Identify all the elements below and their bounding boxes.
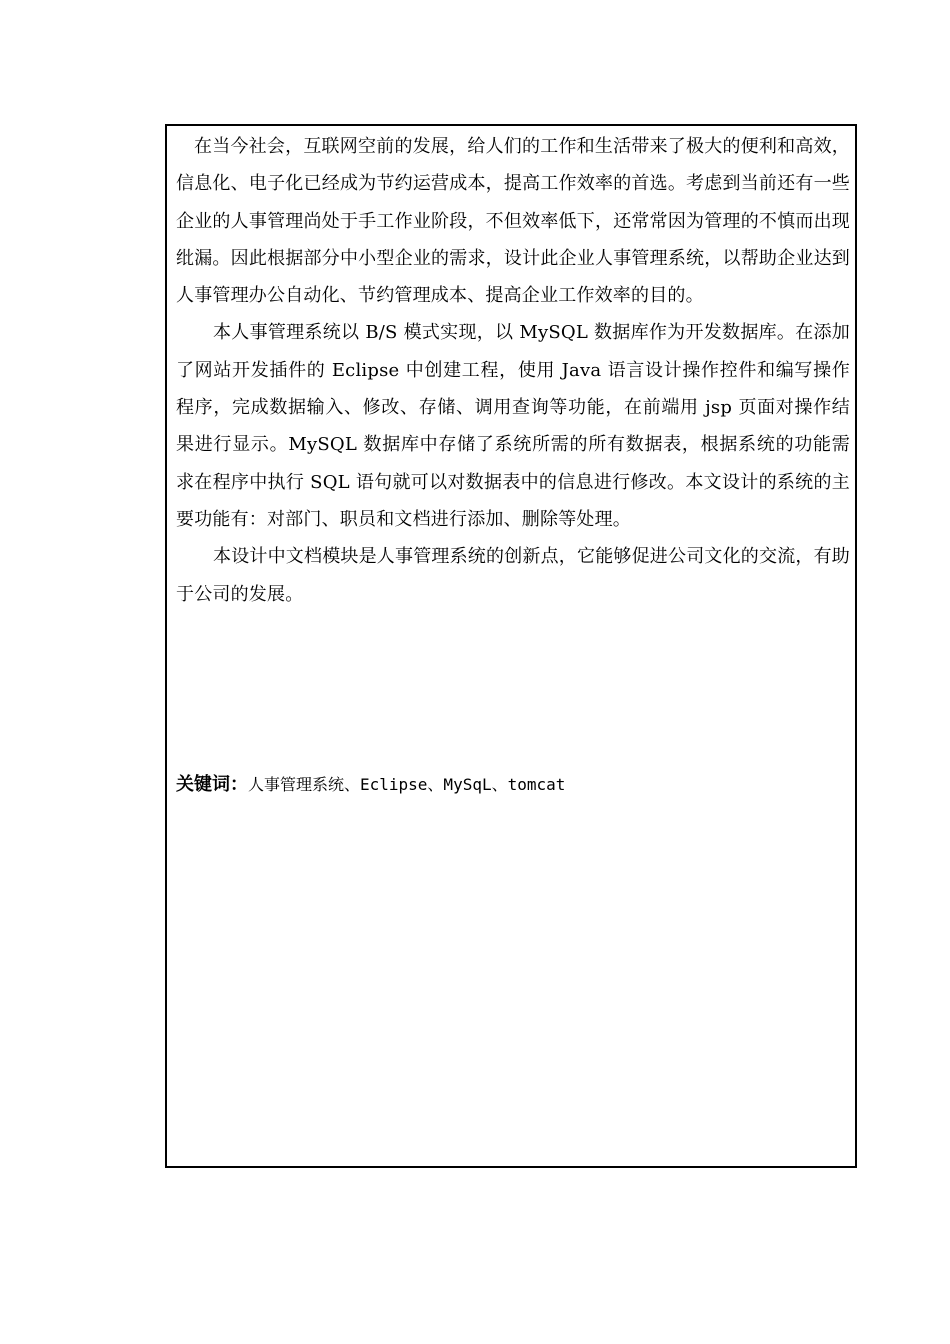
abstract-paragraph-1: 在当今社会，互联网空前的发展，给人们的工作和生活带来了极大的便利和高效，信息化、电子化已经成为节约运营成本，提高工作效率的首选。考虑到当前还有一些企业的人事管理尚处于手工作业阶段，不但效率低下，还常常因为管理的不慎而出现纰漏。因此根据部分中小型企业的需求，设计此企业人事管理系统，以帮助企业达到人事管理办公自动化、节约管理成本、提高企业工作效率的目的。: [176, 136, 850, 307]
abstract-paragraph-3: 本设计中文档模块是人事管理系统的创新点，它能够促进公司文化的交流，有助于公司的发展。: [176, 546, 850, 605]
abstract-paragraph-2: 本人事管理系统以 B/S 模式实现，以 MySQL 数据库作为开发数据库。在添加了网站开发插件的 Eclipse 中创建工程，使用 Java 语言设计操作控件和编写操作程序，完成数据输入、修改、存储、调用查询等功能，在前端用 jsp 页面对操作结果进行显示。MySQL 数据库中存储了系统所需的所有数据表，根据系统的功能需求在程序中执行 SQL 语句就可以对数据表中的信息进行修改。本文设计的系统的主要功能有：对部门、职员和文档进行添加、删除等处理。: [176, 322, 850, 530]
abstract-body: [176, 128, 850, 613]
abstract-box: [165, 124, 857, 1168]
keywords-value: 人事管理系统、Eclipse、MySqL、tomcat: [248, 775, 566, 794]
keywords-line: [176, 773, 565, 797]
keywords-label: 关键词：: [176, 774, 248, 795]
